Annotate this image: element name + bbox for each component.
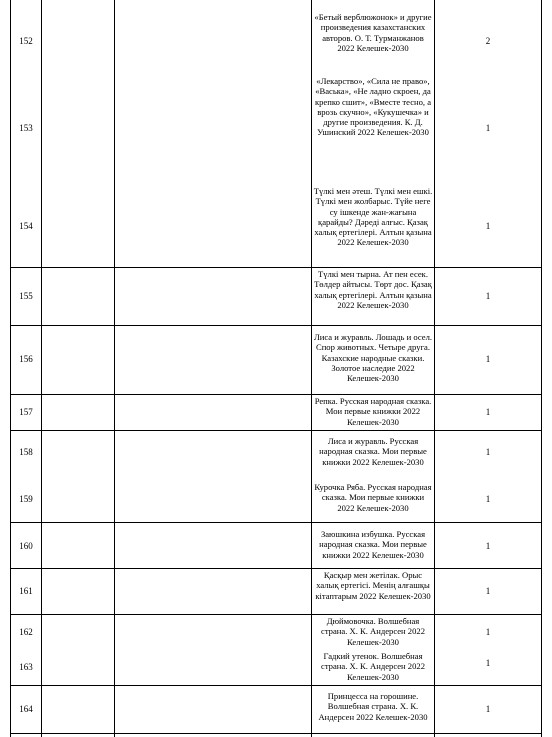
row-number: 152 <box>19 36 33 46</box>
book-title: Лиса и журавль. Лошадь и осел. Спор животных. Четыре друга. Казахские народные сказки. Золотое наследие 2022 Келешек-2030 <box>313 332 433 384</box>
row-number: 157 <box>19 407 33 417</box>
row-number: 159 <box>19 494 33 504</box>
book-title: Гадкий утенок. Волшебная страна. Х. К. Андерсен 2022 Келешек-2030 <box>321 651 425 682</box>
book-title: Түлкі мен әтеш. Түлкі мен ешкі. Түлкі мен жолбарыс. Түйе неге су ішкенде жан-жағына қарайды? Дәреді алғыс. Қазақ халық ертегілері. Алтын қазына 2022 Келешек-2030 <box>313 186 433 248</box>
book-title: Курочка Ряба. Русская народная сказка. Мои первые книжки 2022 Келешек-2030 <box>314 482 432 513</box>
row-divider <box>10 568 542 569</box>
book-title: Принцесса на горошине. Волшебная страна. Х. К. Андерсен 2022 Келешек-2030 <box>318 691 428 722</box>
row-divider <box>10 267 542 268</box>
row-number: 164 <box>19 704 33 714</box>
book-title: Түлкі мен тырна. Ат пен есек. Төлдер айтысы. Төрт дос. Қазақ халық ертегілері. Алтын қазына 2022 Келешек-2030 <box>314 269 432 310</box>
quantity: 1 <box>485 494 491 504</box>
table-border-left <box>10 0 11 737</box>
row-divider <box>10 614 542 615</box>
quantity: 1 <box>485 627 491 637</box>
row-number: 163 <box>19 662 33 672</box>
book-title: Репка. Русская народная сказка. Мои первые книжки 2022 Келешек-2030 <box>314 396 432 427</box>
quantity: 1 <box>485 221 491 231</box>
row-number: 156 <box>19 354 33 364</box>
quantity: 1 <box>485 447 491 457</box>
book-title: «Бетый верблюжонок» и другие произведения казахстанских авторов. О. Т. Турманжанов 2022 Келешек-2030 <box>314 12 432 53</box>
quantity: 1 <box>485 123 491 133</box>
row-number: 155 <box>19 291 33 301</box>
row-number: 161 <box>19 586 33 596</box>
book-title: Заюшкина избушка. Русская народная сказка. Мои первые книжки 2022 Келешек-2030 <box>319 529 427 560</box>
row-divider <box>10 685 542 686</box>
row-divider <box>10 522 542 523</box>
book-title: Дюймовочка. Волшебная страна. Х. К. Андерсен 2022 Келешек-2030 <box>321 616 425 647</box>
quantity: 1 <box>485 586 491 596</box>
row-divider <box>10 430 542 431</box>
column-divider <box>41 0 42 737</box>
row-divider <box>10 394 542 395</box>
quantity: 1 <box>485 291 491 301</box>
book-title: «Лекарство», «Сила не право», «Васька», «Не ладно скроен, да крепко сшит», «Вместе тесно, а врозь скучно», «Кукушечка» и другие произведения. К. Д. Ушинский 2022 Келешек-2030 <box>314 76 432 138</box>
book-title: Лиса и журавль. Русская народная сказка. Мои первые книжки 2022 Келешек-2030 <box>319 436 427 467</box>
quantity: 2 <box>485 36 491 46</box>
column-divider <box>114 0 115 737</box>
quantity: 1 <box>485 354 491 364</box>
row-divider <box>10 325 542 326</box>
quantity: 1 <box>485 541 491 551</box>
row-number: 162 <box>19 627 33 637</box>
table-border-right <box>541 0 542 737</box>
quantity: 1 <box>485 704 491 714</box>
row-number: 158 <box>19 447 33 457</box>
quantity: 1 <box>485 407 491 417</box>
table-border-bottom <box>10 733 542 734</box>
column-divider <box>311 0 312 737</box>
row-number: 153 <box>19 123 33 133</box>
row-number: 154 <box>19 221 33 231</box>
column-divider <box>434 0 435 737</box>
quantity: 1 <box>485 658 491 668</box>
row-number: 160 <box>19 541 33 551</box>
book-title: Қасқыр мен жетілак. Орыс халық ертегісі. Менің алғашқы кітаптарым 2022 Келешек-2030 <box>315 570 431 601</box>
